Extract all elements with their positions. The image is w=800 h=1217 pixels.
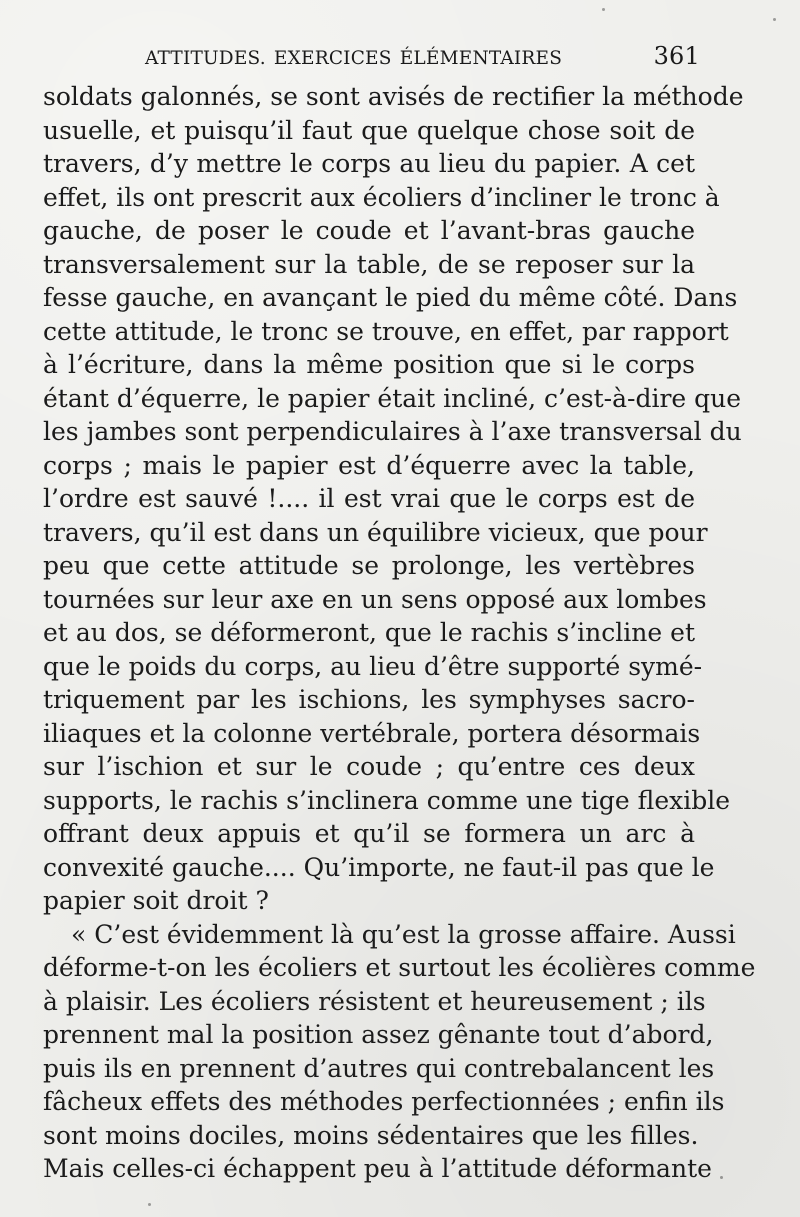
text-line: travers, qu’il est dans un équilibre vicieux, que pour <box>43 517 708 547</box>
running-head: ATTITUDES. EXERCICES ÉLÉMENTAIRES <box>145 48 563 69</box>
text-line: fesse gauche, en avançant le pied du même côté. Dans <box>43 283 738 312</box>
text-line: triquement par les ischions, les symphyses sacro- <box>43 685 695 714</box>
text-line: peu que cette attitude se prolonge, les vertèbres <box>43 551 695 580</box>
text-line-paragraph-end: papier soit droit ? <box>43 886 269 915</box>
text-line: usuelle, et puisqu’il faut que quelque chose soit de <box>43 115 695 145</box>
text-line: corps ; mais le papier est d’équerre avec la table, <box>43 450 695 480</box>
body-text <box>43 80 756 1186</box>
text-line: soldats galonnés, se sont avisés de rectifier la méthode <box>43 82 744 111</box>
text-line: transversalement sur la table, de se reposer sur la <box>43 249 695 279</box>
paper-speck <box>720 1176 723 1179</box>
text-line: convexité gauche.... Qu’importe, ne faut-il pas que le <box>43 852 715 882</box>
text-line: que le poids du corps, au lieu d’être supporté symé- <box>43 651 703 681</box>
text-line: les jambes sont perpendiculaires à l’axe transversal du <box>43 417 742 446</box>
text-line: cette attitude, le tronc se trouve, en effet, par rapport <box>43 316 729 346</box>
text-line: à l’écriture, dans la même position que si le corps <box>43 350 695 379</box>
text-line: supports, le rachis s’inclinera comme une tige flexible <box>43 785 731 815</box>
text-line: étant d’équerre, le papier était incliné, c’est-à-dire que <box>43 383 742 413</box>
text-line: sur l’ischion et sur le coude ; qu’entre ces deux <box>43 752 695 781</box>
text-line: à plaisir. Les écoliers résistent et heureusement ; ils <box>43 986 706 1016</box>
text-line: iliaques et la colonne vertébrale, portera désormais <box>43 718 701 748</box>
text-line-paragraph-start: « C’est évidemment là qu’est la grosse affaire. Aussi <box>71 919 736 949</box>
text-line: prennent mal la position assez gênante tout d’abord, <box>43 1020 714 1049</box>
text-line: l’ordre est sauvé !.... il est vrai que le corps est de <box>43 484 695 513</box>
paper-speck <box>148 1203 151 1206</box>
text-line: travers, d’y mettre le corps au lieu du papier. A cet <box>43 149 695 178</box>
page-number: 361 <box>653 42 700 70</box>
text-line: puis ils en prennent d’autres qui contrebalancent les <box>43 1053 715 1083</box>
text-line: fâcheux effets des méthodes perfectionnées ; enfin ils <box>43 1087 725 1116</box>
text-line: tournées sur leur axe en un sens opposé aux lombes <box>43 584 707 614</box>
text-line: sont moins dociles, moins sédentaires que les filles. <box>43 1120 699 1150</box>
paper-speck <box>602 8 605 11</box>
text-line: déforme-t-on les écoliers et surtout les écolières comme <box>43 953 756 982</box>
text-line: offrant deux appuis et qu’il se formera un arc à <box>43 819 695 848</box>
text-line: Mais celles-ci échappent peu à l’attitude déformante <box>43 1154 712 1183</box>
text-line: et au dos, se déformeront, que le rachis s’incline et <box>43 618 695 647</box>
page-header <box>145 42 700 74</box>
paper-speck <box>773 18 776 21</box>
text-line: effet, ils ont prescrit aux écoliers d’incliner le tronc à <box>43 182 720 212</box>
text-line: gauche, de poser le coude et l’avant-bras gauche <box>43 216 695 245</box>
